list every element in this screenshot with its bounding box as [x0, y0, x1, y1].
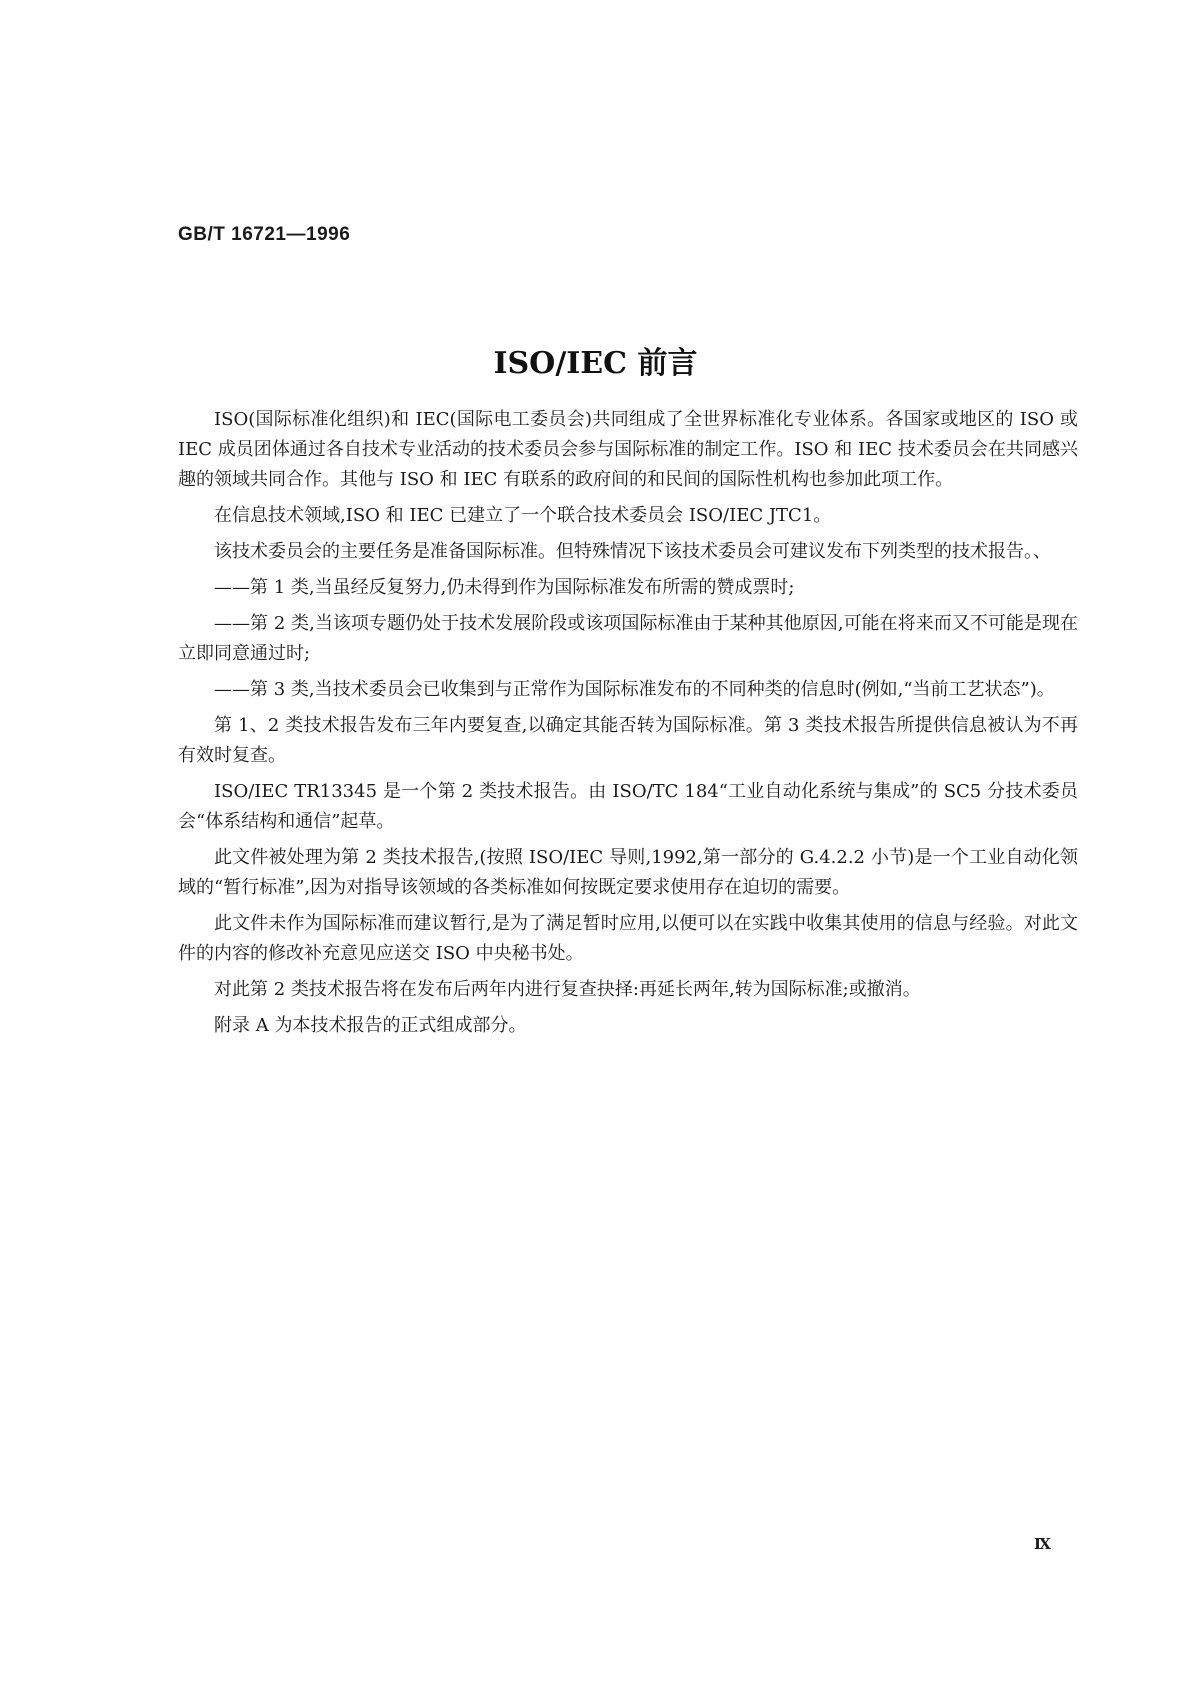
- paragraph: 此文件被处理为第 2 类技术报告,(按照 ISO/IEC 导则,1992,第一部分的 G.4.2.2 小节)是一个工业自动化领域的“暂行标准”,因为对指导该领域的各类标准如何按既定要求使用存在迫切的需要。: [178, 847, 1078, 898]
- list-item: ——第 2 类,当该项专题仍处于技术发展阶段或该项国际标准由于某种其他原因,可能在将来而又不可能是现在立即同意通过时;: [178, 613, 1078, 664]
- paragraph: 第 1、2 类技术报告发布三年内要复查,以确定其能否转为国际标准。第 3 类技术报告所提供信息被认为不再有效时复查。: [178, 715, 1078, 766]
- list-item: ——第 3 类,当技术委员会已收集到与正常作为国际标准发布的不同种类的信息时(例如,“当前工艺状态”)。: [214, 679, 1055, 700]
- paragraph: 对此第 2 类技术报告将在发布后两年内进行复查抉择:再延长两年,转为国际标准;或撤消。: [214, 979, 921, 1000]
- paragraph: 附录 A 为本技术报告的正式组成部分。: [214, 1015, 527, 1036]
- paragraph: ISO(国际标准化组织)和 IEC(国际电工委员会)共同组成了全世界标准化专业体系。各国家或地区的 ISO 或 IEC 成员团体通过各自技术专业活动的技术委员会参与国际标准的制定工作。ISO 和 IEC 技术委员会在共同感兴趣的领域共同合作。其他与 ISO 和 IEC 有联系的政府间的和民间的国际性机构也参加此项工作。: [178, 409, 1078, 490]
- list-item: ——第 1 类,当虽经反复努力,仍未得到作为国际标准发布所需的赞成票时;: [214, 577, 795, 598]
- paragraph: 此文件未作为国际标准而建议暂行,是为了满足暂时应用,以便可以在实践中收集其使用的信息与经验。对此文件的内容的修改补充意见应送交 ISO 中央秘书处。: [178, 913, 1078, 964]
- body-text: [178, 405, 1078, 1047]
- page-title: ISO/IEC 前言: [493, 346, 698, 381]
- paragraph: 该技术委员会的主要任务是准备国际标准。但特殊情况下该技术委员会可建议发布下列类型的技术报告。、: [214, 541, 1051, 562]
- standard-code: GB/T 16721—1996: [178, 224, 351, 245]
- page-number: Ⅸ: [1034, 1535, 1051, 1553]
- paragraph: ISO/IEC TR13345 是一个第 2 类技术报告。由 ISO/TC 184“工业自动化系统与集成”的 SC5 分技术委员会“体系结构和通信”起草。: [178, 781, 1078, 832]
- paragraph: 在信息技术领域,ISO 和 IEC 已建立了一个联合技术委员会 ISO/IEC JTC1。: [214, 505, 832, 526]
